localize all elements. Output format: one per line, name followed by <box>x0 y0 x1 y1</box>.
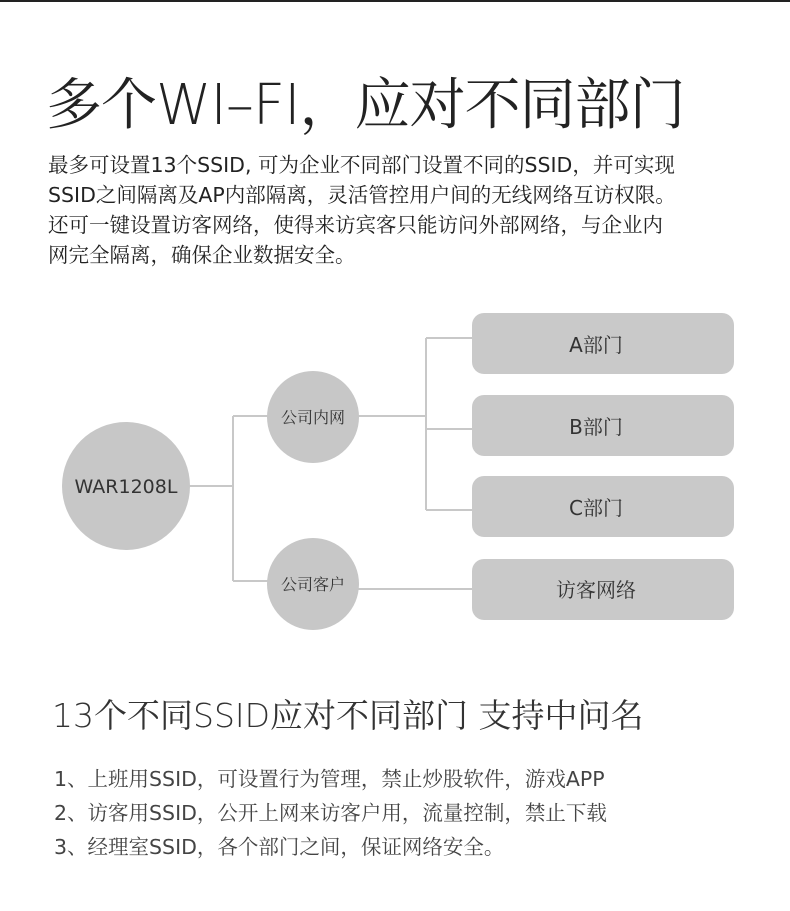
branch-node-clients <box>267 538 359 630</box>
leaf-node-guest <box>472 559 734 620</box>
description-line: 最多可设置13个SSID, 可为企业不同部门设置不同的SSID，并可实现 <box>48 153 675 177</box>
branch-label: 公司内网 <box>280 408 346 427</box>
branch-label: 公司客户 <box>280 575 346 594</box>
leaf-node-dept-a <box>472 313 734 374</box>
leaf-label: A部门 <box>569 333 623 357</box>
root-node <box>62 422 190 550</box>
feature-item: 3、经理室SSID，各个部门之间，保证网络安全。 <box>54 835 505 859</box>
description-line: 还可一键设置访客网络，使得来访宾客只能访问外部网络，与企业内 <box>48 213 663 237</box>
leaf-node-dept-b <box>472 395 734 456</box>
top-divider <box>0 0 790 2</box>
leaf-node-dept-c <box>472 476 734 537</box>
network-diagram <box>0 300 790 650</box>
description-line: 网完全隔离，确保企业数据安全。 <box>48 243 356 267</box>
page-title: 多个WI–FI，应对不同部门 <box>46 73 685 138</box>
description <box>48 150 760 270</box>
section-subtitle: 13个不同SSID应对不同部门 支持中问名 <box>52 696 644 735</box>
feature-list <box>54 762 774 864</box>
description-line: SSID之间隔离及AP内部隔离，灵活管控用户间的无线网络互访权限。 <box>48 183 676 207</box>
leaf-label: 访客网络 <box>556 578 636 602</box>
feature-item: 1、上班用SSID，可设置行为管理，禁止炒股软件，游戏APP <box>54 767 605 791</box>
root-label: WAR1208L <box>74 476 178 498</box>
branch-node-intranet <box>267 371 359 463</box>
feature-item: 2、访客用SSID，公开上网来访客户用，流量控制，禁止下载 <box>54 801 607 825</box>
leaf-label: B部门 <box>569 415 623 439</box>
leaf-label: C部门 <box>569 496 623 520</box>
